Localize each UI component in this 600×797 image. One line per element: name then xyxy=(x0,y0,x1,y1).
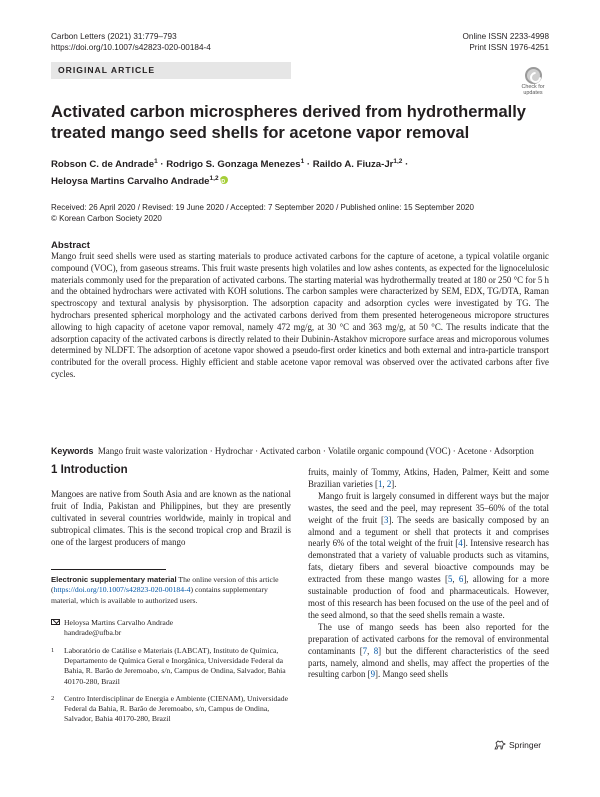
keywords-block xyxy=(51,446,549,458)
author-affiliation-mark: 1,2 xyxy=(209,174,219,182)
paragraph: fruits, mainly of Tommy, Atkins, Haden, Palmer, Keitt and some Brazilian varieties [1, 2]. xyxy=(308,467,549,489)
section-heading: 1 Introduction xyxy=(51,464,128,476)
intro-column-right xyxy=(308,467,549,681)
affiliation-text: Laboratório de Catálise e Materiais (LABCAT), Instituto de Química, Departamento de Química Geral e Inorgânica, Universidade Federal da Bahia, R. Barão de Jeremoabo, s/n, Campus de Ondina, Salvador, Bahia 40170-280, Brazil xyxy=(64,646,286,686)
intro-paragraph-left: Mangoes are native from South Asia and are known as the national fruit of India, Pakistan and Philippines, but they are presently cultivated in several countries worldwide, mainly in tropical and subtropical climates. This is the second tropical crop and Brazil is one of the largest producers of mango xyxy=(51,489,291,547)
citation-link[interactable]: 9 xyxy=(370,669,376,680)
esm-text: The online version of this article ( xyxy=(51,575,279,595)
affiliation-number: 2 xyxy=(51,695,55,702)
author-list xyxy=(51,155,551,188)
orcid-icon[interactable] xyxy=(220,176,228,184)
article-history: Received: 26 April 2020 / Revised: 19 June 2020 / Accepted: 7 September 2020 / Published online: 15 September 2020 xyxy=(51,203,474,212)
springer-logo-icon xyxy=(494,740,506,750)
author-affiliation-mark: 1 xyxy=(300,158,305,165)
paragraph: Mango fruit is largely consumed in different ways but the major wastes, the seed and the peel, may represent 35–60% of the total weight of the fruit [3]. The seeds are basically composed by an almond and a tegument or shell that protects it and comprises nearly 6% of the total weight of the fruit [4]. Intensive research has demonstrated that a variety of valuable products such as vitamins, fats, dietary fibers and several bioactive compounds may be extracted from these mango wastes [5, 6], allowing for a more sustainable production of food and pharmaceuticals. However, most of this research has been focused on the use of the peel and of the seed almond, so that the seed shells remain a waste. xyxy=(308,490,550,620)
keywords-list: Mango fruit waste valorization · Hydrochar · Activated carbon · Volatile organic compound (VOC) · Acetone · Adsorption xyxy=(97,446,534,456)
article-type-banner: ORIGINAL ARTICLE xyxy=(51,62,291,79)
author-affiliation-mark: 1 xyxy=(154,158,158,165)
esm-text-end: ) contains supplementary material, which is available to authorized users. xyxy=(51,585,268,605)
affiliation xyxy=(51,646,291,687)
citation-link[interactable]: 1 xyxy=(377,478,383,489)
citation-link[interactable]: 6 xyxy=(458,574,464,585)
envelope-icon xyxy=(51,619,60,625)
footnote-divider xyxy=(51,569,166,570)
author-name[interactable]: Robson C. de Andrade xyxy=(51,159,155,171)
doi-link[interactable]: https://doi.org/10.1007/s42823-020-00184-4 xyxy=(51,43,211,52)
citation-link[interactable]: 4 xyxy=(458,538,463,549)
citation-link[interactable]: 7 xyxy=(362,645,368,656)
print-issn: Print ISSN 1976-4251 xyxy=(469,43,549,52)
author-name[interactable]: Heloysa Martins Carvalho Andrade xyxy=(51,175,210,187)
journal-citation: Carbon Letters (2021) 31:779–793 xyxy=(51,32,177,41)
author-separator: · xyxy=(402,159,409,171)
online-issn: Online ISSN 2233-4998 xyxy=(462,32,549,41)
corresponding-email[interactable]: handrade@ufba.br xyxy=(64,628,122,638)
affiliation-text: Centro Interdisciplinar de Energia e Ambiente (CIENAM), Universidade Federal da Bahia, R. Barão de Jeremoabo, s/n, Campus de Ondina, Salvador, Bahia 40170-280, Brazil xyxy=(64,694,289,724)
citation-link[interactable]: 8 xyxy=(373,645,379,656)
citation-link[interactable]: 3 xyxy=(384,514,389,525)
paragraph: The use of mango seeds has been also reported for the preparation of activated carbons for the removal of environmental contaminants [7, 8] but the different characteristics of the seed parts, namely, almond and shells, may affect the properties of the resulting carbon [9]. Mango seed shells xyxy=(308,621,550,680)
citation-link[interactable]: 5 xyxy=(447,574,453,585)
keywords-label: Keywords xyxy=(51,446,94,456)
publication-dates xyxy=(51,203,474,225)
check-for-updates-badge[interactable] xyxy=(516,67,550,97)
issn-block xyxy=(463,31,549,53)
author-name[interactable]: Rodrigo S. Gonzaga Menezes xyxy=(166,159,301,171)
author-separator: · xyxy=(304,159,313,171)
journal-header xyxy=(51,31,211,53)
copyright-line: © Korean Carbon Society 2020 xyxy=(51,213,162,223)
check-updates-label: Check for updates xyxy=(521,84,545,96)
publisher-footer xyxy=(494,740,541,750)
esm-label: Electronic supplementary material xyxy=(51,575,177,584)
author-separator: · xyxy=(157,159,167,171)
abstract-text: Mango fruit seed shells were used as starting materials to produce activated carbons for the capture of acetone, a typical volatile organic compound (VOC), from gaseous streams. This fruit waste presents high volatiles and low ashes contents, as expected for the lignocelulosic materials commonly used for the preparation of activated carbons. The starting material was hydrothermally treated at 180 or 250 °C for 5 h and the obtained hydrochars were activated with KOH solutions. The carbon samples were characterized by SEM, EDX, TG/DTA, Raman spectroscopy and textural analysis by physisorption. The adsorption capacity and adsorption cycles were investigated by TG. The hydrochars presented spherical morphology and the activated carbons derived from them presented heterogeneous micropore structures allowing to high capacity of acetone vapor removal, namely 472 mg/g, at 30 °C and 363 mg/g, at 50 °C. The results indicate that the adsorption capacity of the activated carbons is directly related to their Dubinin-Astakhov micropore surface areas and microporous volumes determined by NLDFT. The adsorption of acetone vapor showed a pseudo-first order kinetics and both external and intra-particle transport contributed for the overall process. Highly efficient and stable acetone vapor removal was observed over the activated carbons after five cycles. xyxy=(51,251,549,379)
publisher-name: Springer xyxy=(509,740,542,750)
corresponding-author: Heloysa Martins Carvalho Andrade xyxy=(64,618,174,627)
article-title: Activated carbon microspheres derived from hydrothermally treated mango seed shells for acetone vapor removal xyxy=(51,103,526,142)
correspondence-block xyxy=(51,618,291,639)
supplementary-note xyxy=(51,575,291,606)
esm-doi-link[interactable]: https://doi.org/10.1007/s42823-020-00184-4 xyxy=(53,585,191,595)
abstract-heading: Abstract xyxy=(51,240,90,251)
author-name[interactable]: Raildo A. Fiuza-Jr xyxy=(312,159,394,171)
affiliation xyxy=(51,694,291,725)
affiliation-number: 1 xyxy=(51,647,55,654)
check-updates-icon xyxy=(525,67,542,84)
author-affiliation-mark: 1,2 xyxy=(393,158,403,165)
citation-link[interactable]: 2 xyxy=(386,478,392,489)
